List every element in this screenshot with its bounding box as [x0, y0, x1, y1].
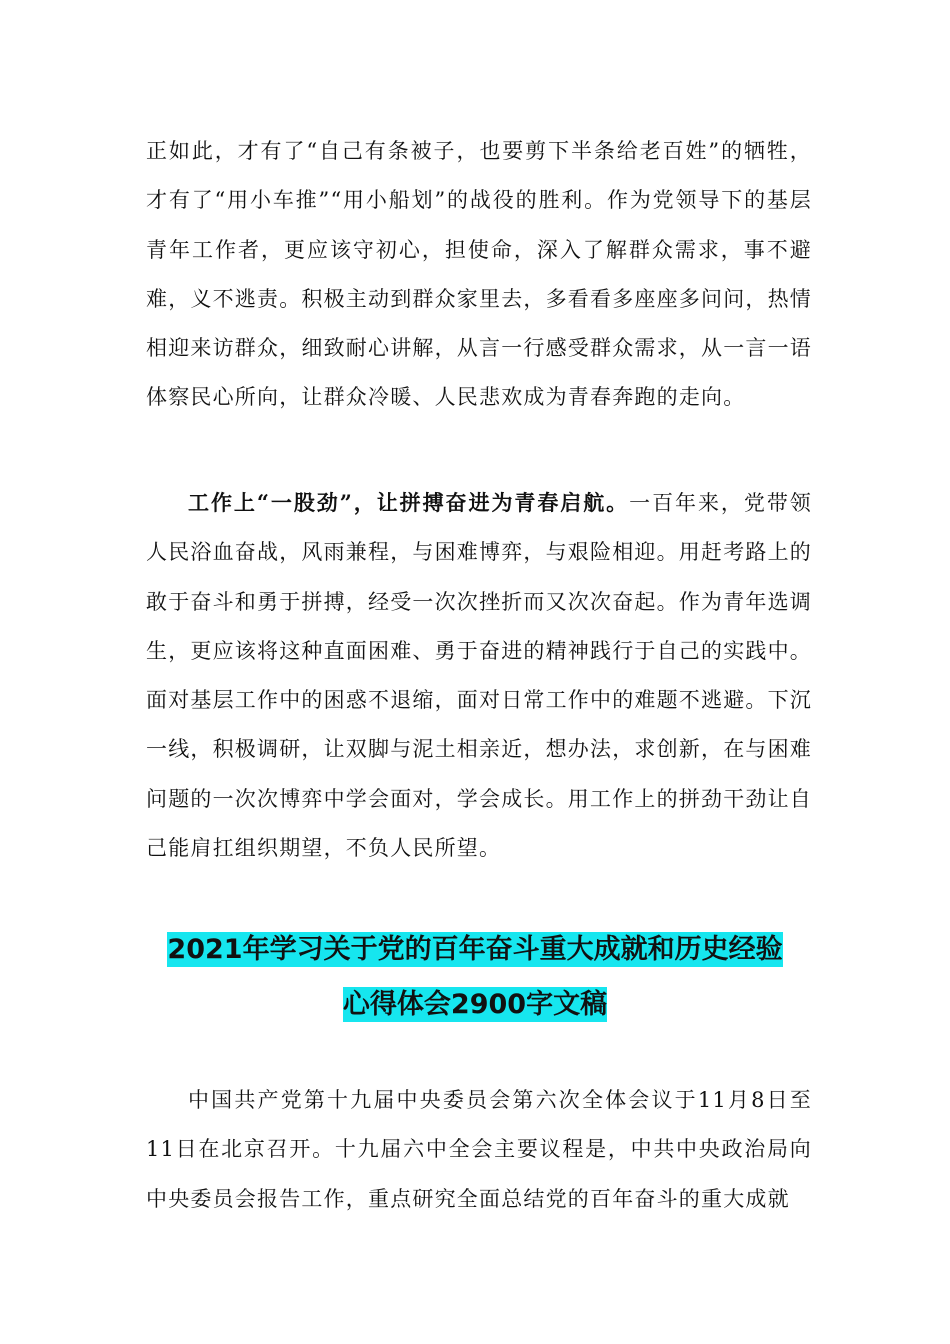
section-heading-continued [0, 980, 950, 1030]
paragraph-lead-sentence: 工作上“一股劲”，让拼搏奋进为青春启航。 [188, 490, 630, 515]
paragraph-body-text: 一百年来，党带领人民浴血奋战，风雨兼程，与困难博弈，与艰险相迎。用赶考路上的敢于奋斗和勇于拼搏，经受一次次挫折而又次次奋起。作为青年选调生，更应该将这种直面困难、勇于奋进的精神践行于自己的实践中。面对基层工作中的困惑不退缩，面对日常工作中的难题不逃避。下沉一线，积极调研，让双脚与泥土相亲近，想办法，求创新，在与困难问题的一次次博弈中学会面对，学会成长。用工作上的拼劲干劲让自己能肩扛组织期望，不负人民所望。 [146, 491, 812, 861]
body-paragraph [146, 478, 812, 873]
highlighted-heading-line: 2021年学习关于党的百年奋斗重大成就和历史经验 [167, 934, 783, 965]
body-paragraph: 中国共产党第十九届中央委员会第六次全体会议于11月8日至11日在北京召开。十九届六中全会主要议程是，中共中央政治局向中央委员会报告工作，重点研究全面总结党的百年奋斗的重大成就 [146, 1088, 812, 1211]
body-paragraph: 正如此，才有了“自己有条被子，也要剪下半条给老百姓”的牺牲，才有了“用小车推”“用小船划”的战役的胜利。作为党领导下的基层青年工作者，更应该守初心，担使命，深入了解群众需求，事不避难，义不逃责。积极主动到群众家里去，多看看多座座多问问，热情相迎来访群众，细致耐心讲解，从言一行感受群众需求，从一言一语体察民心所向，让群众冷暖、人民悲欢成为青春奔跑的走向。 [146, 139, 812, 410]
highlighted-heading-line: 心得体会2900字文稿 [342, 989, 608, 1020]
section-heading [0, 925, 950, 975]
